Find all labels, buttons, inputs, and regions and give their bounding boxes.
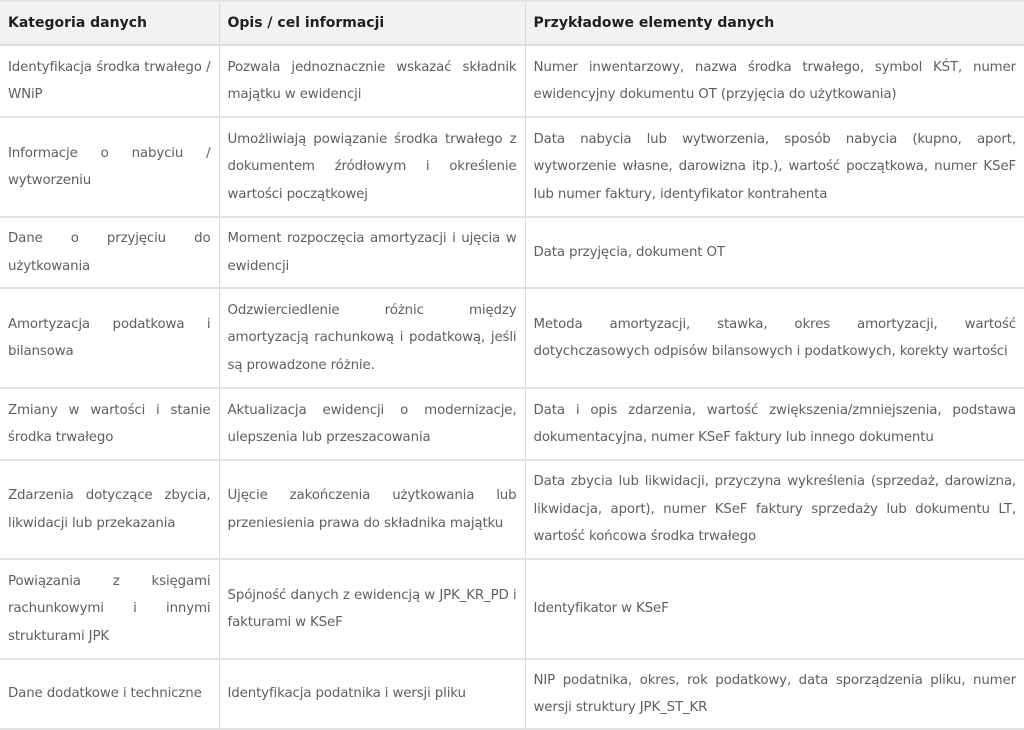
cell-category: Identyfikacja środka trwałego / WNiP bbox=[0, 45, 219, 117]
cell-examples: Data przyjęcia, dokument OT bbox=[525, 217, 1024, 288]
table-row bbox=[0, 217, 1024, 288]
cell-description: Identyfikacja podatnika i wersji pliku bbox=[219, 659, 525, 729]
cell-description: Aktualizacja ewidencji o modernizacje, ulepszenia lub przeszacowania bbox=[219, 388, 525, 460]
cell-description: Odzwierciedlenie różnic między amortyzacją rachunkową i podatkową, jeśli są prowadzone różnie. bbox=[219, 288, 525, 388]
table-row bbox=[0, 45, 1024, 117]
table-header bbox=[0, 1, 1024, 45]
cell-examples: Data nabycia lub wytworzenia, sposób nabycia (kupno, aport, wytworzenie własne, darowizna itp.), wartość początkowa, numer KSeF lub numer faktury, identyfikator kontrahenta bbox=[525, 117, 1024, 217]
cell-description: Moment rozpoczęcia amortyzacji i ujęcia w ewidencji bbox=[219, 217, 525, 288]
column-header-examples: Przykładowe elementy danych bbox=[525, 1, 1024, 45]
cell-examples: Numer inwentarzowy, nazwa środka trwałego, symbol KŚT, numer ewidencyjny dokumentu OT (przyjęcia do użytkowania) bbox=[525, 45, 1024, 117]
cell-category: Dane dodatkowe i techniczne bbox=[0, 659, 219, 729]
cell-category: Amortyzacja podatkowa i bilansowa bbox=[0, 288, 219, 388]
header-row bbox=[0, 1, 1024, 45]
cell-description: Spójność danych z ewidencją w JPK_KR_PD i fakturami w KSeF bbox=[219, 559, 525, 659]
table-row bbox=[0, 659, 1024, 729]
cell-examples: NIP podatnika, okres, rok podatkowy, data sporządzenia pliku, numer wersji struktury JPK_ST_KR bbox=[525, 659, 1024, 729]
cell-description: Umożliwiają powiązanie środka trwałego z dokumentem źródłowym i określenie wartości początkowej bbox=[219, 117, 525, 217]
column-header-category: Kategoria danych bbox=[0, 1, 219, 45]
cell-category: Powiązania z księgami rachunkowymi i innymi strukturami JPK bbox=[0, 559, 219, 659]
cell-examples: Data i opis zdarzenia, wartość zwiększenia/zmniejszenia, podstawa dokumentacyjna, numer KSeF faktury lub innego dokumentu bbox=[525, 388, 1024, 460]
cell-examples: Data zbycia lub likwidacji, przyczyna wykreślenia (sprzedaż, darowizna, likwidacja, aport), numer KSeF faktury sprzedaży lub dokumentu LT, wartość końcowa środka trwałego bbox=[525, 460, 1024, 559]
cell-examples: Metoda amortyzacji, stawka, okres amortyzacji, wartość dotychczasowych odpisów bilansowych i podatkowych, korekty wartości bbox=[525, 288, 1024, 388]
cell-category: Dane o przyjęciu do użytkowania bbox=[0, 217, 219, 288]
table-row bbox=[0, 559, 1024, 659]
cell-description: Pozwala jednoznacznie wskazać składnik majątku w ewidencji bbox=[219, 45, 525, 117]
cell-examples: Identyfikator w KSeF bbox=[525, 559, 1024, 659]
cell-category: Zmiany w wartości i stanie środka trwałego bbox=[0, 388, 219, 460]
table-body bbox=[0, 45, 1024, 729]
table-row bbox=[0, 460, 1024, 559]
cell-description: Ujęcie zakończenia użytkowania lub przeniesienia prawa do składnika majątku bbox=[219, 460, 525, 559]
table-row bbox=[0, 388, 1024, 460]
cell-category: Zdarzenia dotyczące zbycia, likwidacji lub przekazania bbox=[0, 460, 219, 559]
column-header-description: Opis / cel informacji bbox=[219, 1, 525, 45]
table-row bbox=[0, 288, 1024, 388]
cell-category: Informacje o nabyciu / wytworzeniu bbox=[0, 117, 219, 217]
table-row bbox=[0, 117, 1024, 217]
